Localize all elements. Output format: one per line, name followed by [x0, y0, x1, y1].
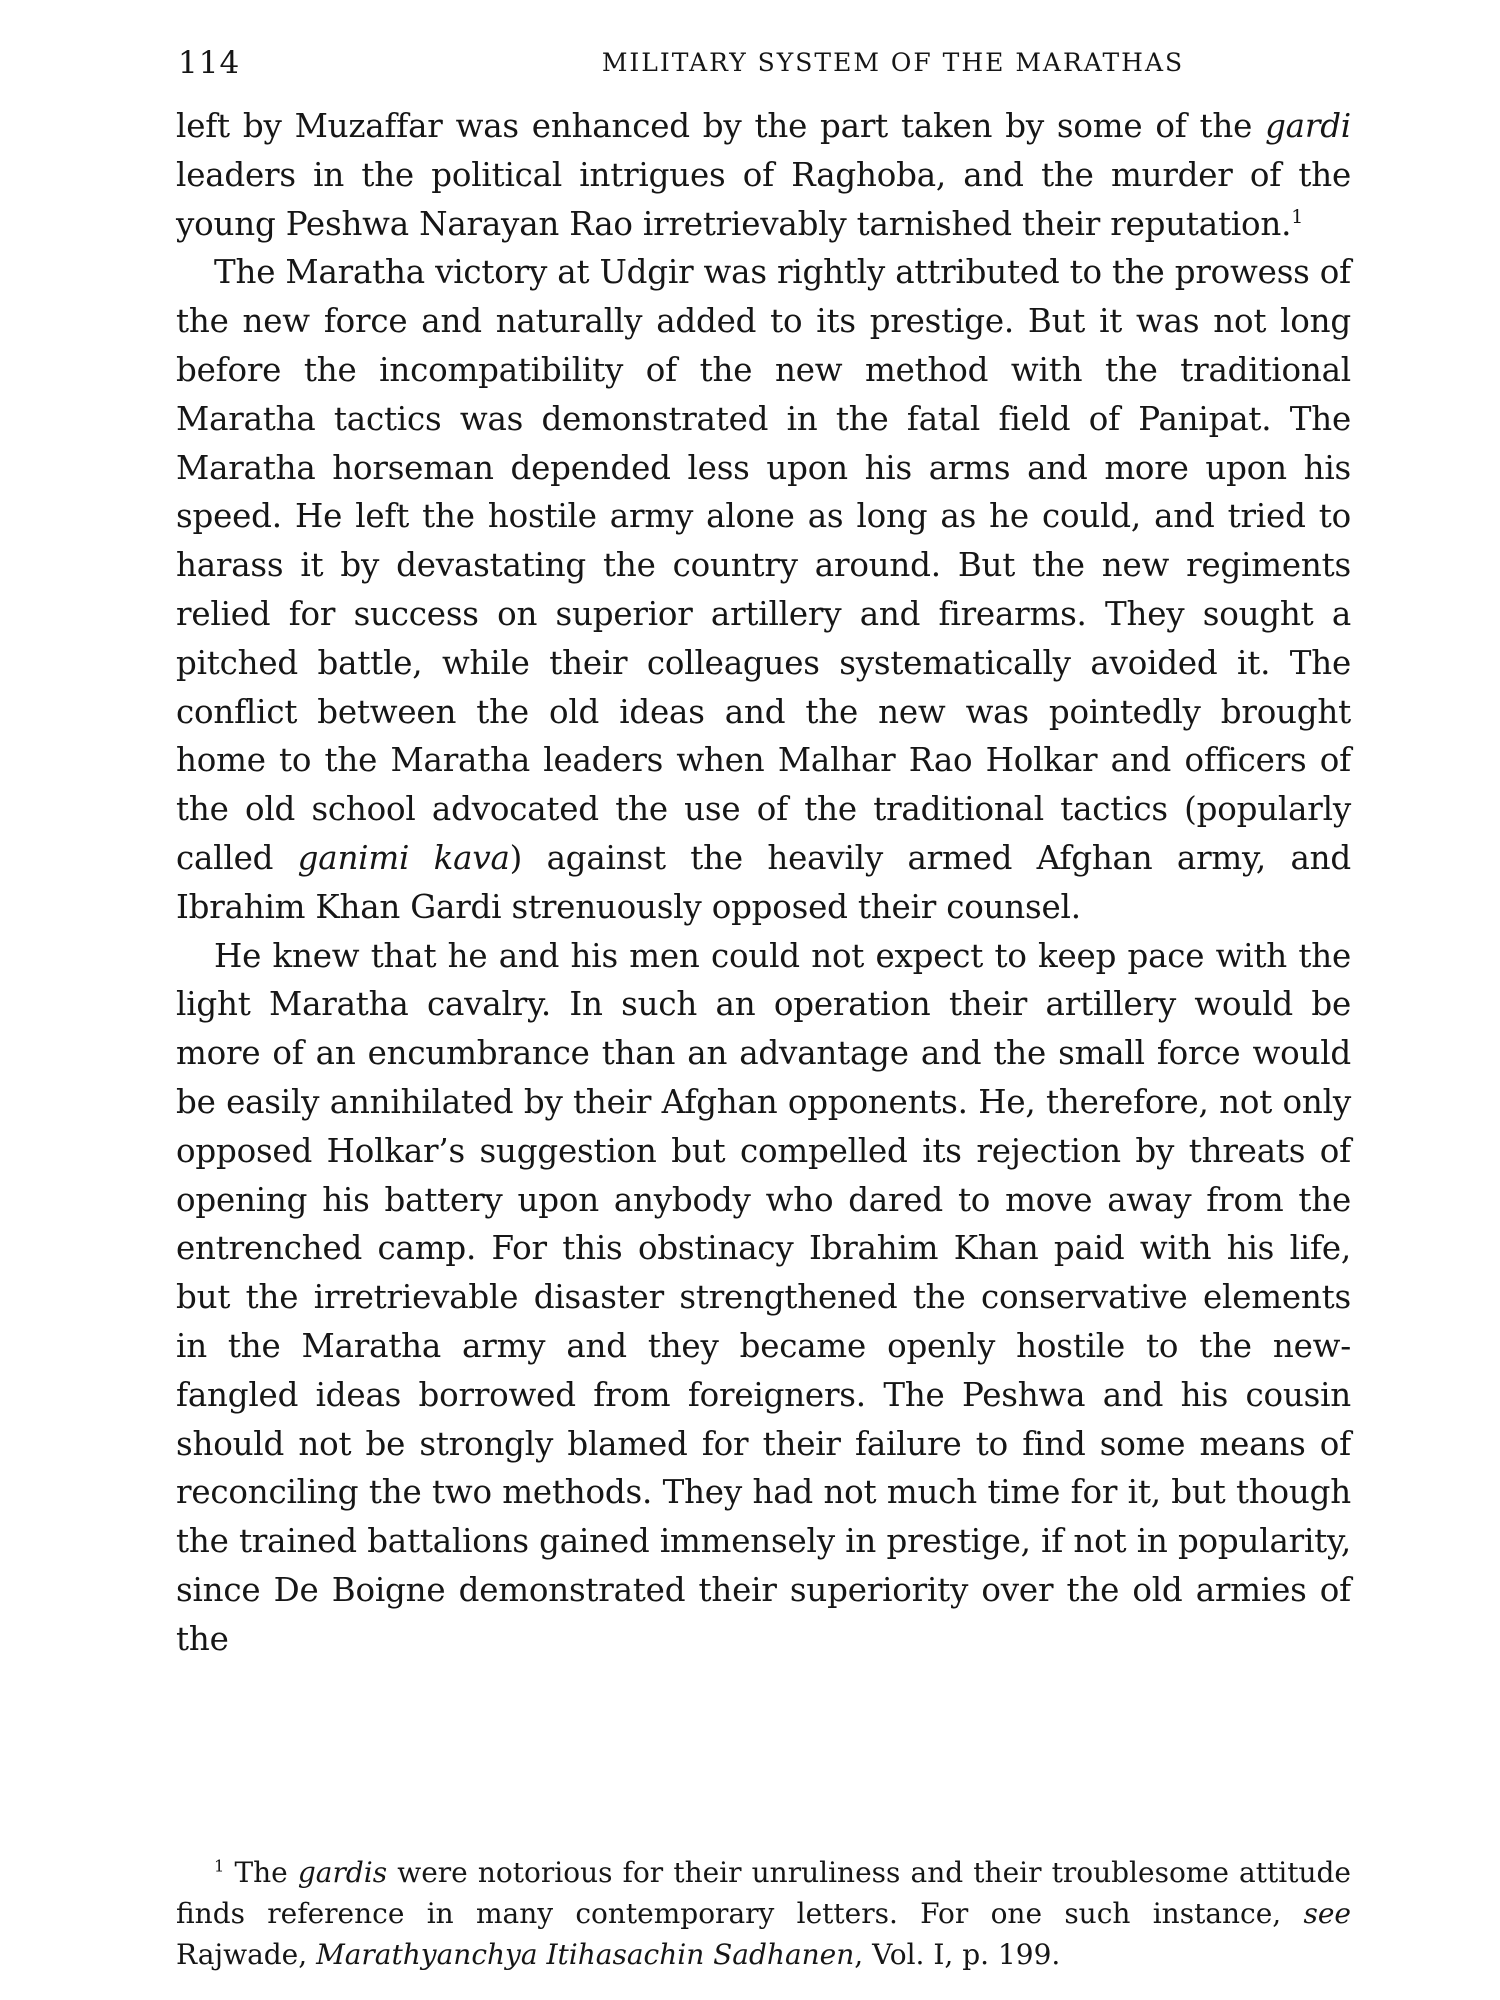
- page-number: 114: [178, 45, 241, 81]
- paragraph-1: [176, 102, 1351, 248]
- page-header: [178, 38, 1348, 88]
- paragraph-1-text-cont: leaders in the political intrigues of Raghoba, and the murder of the young Peshwa Narayan Rao irretrievably tarnished their reputation.: [176, 155, 1351, 243]
- body-text: [176, 102, 1351, 1664]
- footnote: [176, 1852, 1351, 1975]
- term-ganimi-kava: ganimi kava: [297, 838, 510, 877]
- term-gardi: gardi: [1265, 107, 1351, 145]
- source-title: Marathyanchya Itihasachin Sadhanen: [316, 1938, 855, 1971]
- see-reference: see: [1303, 1897, 1351, 1930]
- term-gardis: gardis: [297, 1856, 388, 1889]
- paragraph-2-text: The Maratha victory at Udgir was rightly attributed to the prowess of the new force and naturally added to its prestige. But it was not long before the incompatibility of the new method with the traditional Maratha tactics was demonstrated in the fatal field of Panipat. The Maratha horseman depended less upon his arms and more upon his speed. He left the hostile army alone as long as he could, and tried to harass it by devastating the country around. But the new regiments relied for success on superior artillery and firearms. They sought a pitched battle, while their colleagues systematically avoided it. The conflict between the old ideas and the new was pointedly brought home to the Maratha leaders when Malhar Rao Holkar and officers of the old school advocated the use of the traditional tactics (popularly called: [176, 253, 1351, 877]
- paragraph-1-text: left by Muzaffar was enhanced by the part taken by some of the: [176, 107, 1266, 145]
- paragraph-3-text: He knew that he and his men could not expect to keep pace with the light Maratha cavalry. In such an operation their artillery would be more of an encumbrance than an advantage and the small force would be easily annihilated by their Afghan opponents. He, therefore, not only opposed Holkar’s suggestion but compelled its rejection by threats of opening his battery upon anybody who dared to move away from the entrenched camp. For this obstinacy Ibrahim Khan paid with his life, but the irretrievable disaster strengthened the conservative elements in the Maratha army and they became openly hostile to the new-fangled ideas borrowed from foreigners. The Peshwa and his cousin should not be strongly blamed for their failure to find some means of reconciling the two methods. They had not much time for it, but though the trained battalions gained immensely in prestige, if not in popularity, since De Boigne demonstrated their superiority over the old armies of the: [176, 936, 1351, 1658]
- paragraph-2: [176, 248, 1351, 931]
- footnote-text: $^1$ The gardis were notorious for their unruliness and their troublesome attitude finds reference in many contemporary letters. For one such instance, see Rajwade, Marathyanchya Itihasachin Sadhanen, Vol. I, p. 199.: [176, 1856, 1351, 1971]
- paragraph-2-text-cont: ) against the heavily armed Afghan army, and Ibrahim Khan Gardi strenuously opposed their counsel.: [176, 838, 1351, 926]
- footnote-marker: 1: [214, 1856, 225, 1876]
- paragraph-3: [176, 932, 1351, 1664]
- running-title: MILITARY SYSTEM OF THE MARATHAS: [601, 48, 1185, 77]
- footnote-reference: 1: [1291, 206, 1304, 228]
